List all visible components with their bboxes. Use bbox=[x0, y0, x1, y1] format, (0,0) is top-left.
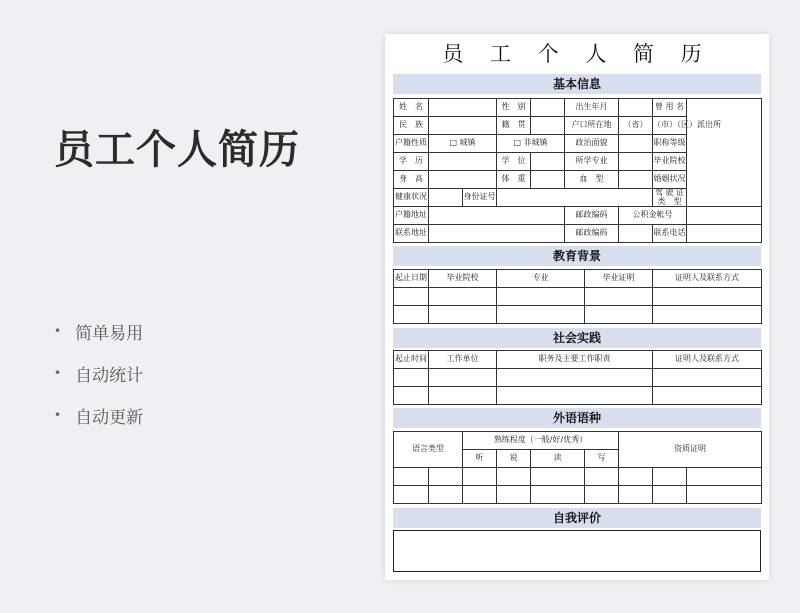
table-row bbox=[394, 468, 762, 486]
label-ethnicity: 民 族 bbox=[394, 117, 429, 135]
field-contact-addr[interactable] bbox=[429, 225, 565, 243]
lang-cert-header: 资质证明 bbox=[619, 432, 762, 468]
label-marriage: 婚姻状况 bbox=[653, 171, 687, 189]
label-title: 职称等级 bbox=[653, 135, 687, 153]
label-city-district bbox=[653, 117, 721, 135]
bullet-icon: • bbox=[54, 408, 62, 422]
cell[interactable] bbox=[394, 369, 429, 387]
cell[interactable] bbox=[394, 306, 429, 324]
label-used-name: 曾 用 名 bbox=[653, 99, 687, 117]
label-birth: 出生年月 bbox=[565, 99, 619, 117]
field-postcode[interactable] bbox=[619, 225, 653, 243]
cell[interactable] bbox=[429, 387, 497, 405]
cell[interactable] bbox=[429, 486, 463, 504]
cell[interactable] bbox=[687, 468, 762, 486]
label-xuewei: 学 位 bbox=[497, 153, 531, 171]
label-hukou-addr: 户籍地址 bbox=[394, 207, 429, 225]
edu-header: 毕业证明 bbox=[585, 270, 653, 288]
cell[interactable] bbox=[653, 387, 762, 405]
label-health: 健康状况 bbox=[394, 189, 429, 207]
label-phone: 联系电话 bbox=[653, 225, 687, 243]
field-ethnicity[interactable] bbox=[429, 117, 497, 135]
field-xuewei[interactable] bbox=[531, 153, 565, 171]
field-blood[interactable] bbox=[619, 171, 653, 189]
field-birth[interactable] bbox=[619, 99, 653, 117]
lang-speak-header: 说 bbox=[497, 450, 531, 468]
cell[interactable] bbox=[531, 468, 585, 486]
label-gender: 性 别 bbox=[497, 99, 531, 117]
cell[interactable] bbox=[653, 306, 762, 324]
section-social: 社会实践 bbox=[393, 328, 761, 348]
lang-type-header: 语言类型 bbox=[394, 432, 463, 468]
label-city: （市） bbox=[653, 120, 677, 130]
page-title: 员工个人简历 bbox=[54, 127, 300, 173]
section-basic-info: 基本信息 bbox=[393, 74, 761, 94]
label-weight: 体 重 bbox=[497, 171, 531, 189]
lang-level-header: 熟练程度（一般/好/优秀） bbox=[463, 432, 619, 450]
feature-item bbox=[54, 394, 143, 436]
cell[interactable] bbox=[585, 486, 619, 504]
field-name[interactable] bbox=[429, 99, 497, 117]
label-name: 姓 名 bbox=[394, 99, 429, 117]
label-hukou-type: 户籍性质 bbox=[394, 135, 429, 153]
resume-sheet bbox=[385, 34, 769, 580]
table-row bbox=[394, 387, 762, 405]
language-table bbox=[393, 431, 762, 504]
label-id: 身份证号 bbox=[463, 189, 497, 207]
label-contact-addr: 联系地址 bbox=[394, 225, 429, 243]
label-blood: 血 型 bbox=[565, 171, 619, 189]
label-degree: 学 历 bbox=[394, 153, 429, 171]
section-education: 教育背景 bbox=[393, 246, 761, 266]
table-row bbox=[394, 288, 762, 306]
cell[interactable] bbox=[429, 468, 463, 486]
label-postcode: 邮政编码 bbox=[565, 207, 619, 225]
self-eval-box[interactable] bbox=[393, 530, 761, 572]
cell[interactable] bbox=[531, 486, 585, 504]
label-postcode-2: 邮政编码 bbox=[565, 225, 619, 243]
cell[interactable] bbox=[653, 288, 762, 306]
cell[interactable] bbox=[497, 387, 653, 405]
field-fund[interactable] bbox=[687, 207, 762, 225]
social-header: 职务及主要工作职责 bbox=[497, 351, 653, 369]
label-hukou-loc: 户口所在地 bbox=[565, 117, 619, 135]
field-health[interactable] bbox=[429, 189, 463, 207]
bullet-icon: • bbox=[54, 324, 62, 338]
social-header: 证明人及联系方式 bbox=[653, 351, 762, 369]
field-weight[interactable] bbox=[531, 171, 565, 189]
resume-title: 员 工 个 人 简 历 bbox=[442, 42, 712, 66]
feature-item bbox=[54, 310, 143, 352]
label-province: （省） bbox=[619, 117, 653, 135]
social-header: 起止时间 bbox=[394, 351, 429, 369]
label-politics: 政治面貌 bbox=[565, 135, 619, 153]
field-politics[interactable] bbox=[619, 135, 653, 153]
cell[interactable] bbox=[619, 486, 653, 504]
lang-write-header: 写 bbox=[585, 450, 619, 468]
field-hukou-addr[interactable] bbox=[429, 207, 565, 225]
field-native[interactable] bbox=[531, 117, 565, 135]
cell[interactable] bbox=[394, 387, 429, 405]
label-license: 驾 驶 证 类 型 bbox=[653, 189, 687, 207]
label-district: （区）派出所 bbox=[677, 120, 721, 130]
label-fund: 公积金帐号 bbox=[619, 207, 687, 225]
social-table bbox=[393, 350, 762, 405]
cell[interactable] bbox=[585, 306, 653, 324]
cell[interactable] bbox=[619, 468, 653, 486]
field-id[interactable] bbox=[497, 189, 653, 207]
bullet-icon: • bbox=[54, 366, 62, 380]
cell[interactable] bbox=[429, 369, 497, 387]
label-native: 籍 贯 bbox=[497, 117, 531, 135]
feature-list bbox=[54, 310, 143, 436]
checkbox-rural[interactable]: □ 非城镇 bbox=[497, 135, 565, 153]
table-row bbox=[394, 486, 762, 504]
checkbox-urban[interactable]: □ 城镇 bbox=[429, 135, 497, 153]
field-degree[interactable] bbox=[429, 153, 497, 171]
table-row bbox=[394, 306, 762, 324]
education-table bbox=[393, 269, 762, 324]
photo-box[interactable] bbox=[687, 99, 762, 207]
cell[interactable] bbox=[497, 486, 531, 504]
cell[interactable] bbox=[463, 468, 497, 486]
feature-label: 简单易用 bbox=[75, 323, 144, 344]
field-phone[interactable] bbox=[687, 225, 762, 243]
edu-header: 毕业院校 bbox=[429, 270, 497, 288]
edu-header: 证明人及联系方式 bbox=[653, 270, 762, 288]
lang-read-header: 读 bbox=[531, 450, 585, 468]
cell[interactable] bbox=[394, 486, 429, 504]
cell[interactable] bbox=[394, 468, 429, 486]
label-school: 毕业院校 bbox=[653, 153, 687, 171]
field-major[interactable] bbox=[619, 153, 653, 171]
section-self-eval: 自我评价 bbox=[393, 508, 761, 528]
feature-item bbox=[54, 352, 143, 394]
label-major: 所学专业 bbox=[565, 153, 619, 171]
feature-label: 自动统计 bbox=[75, 365, 144, 386]
cell[interactable] bbox=[394, 288, 429, 306]
cell[interactable] bbox=[585, 468, 619, 486]
cell[interactable] bbox=[653, 486, 687, 504]
section-language: 外语语种 bbox=[393, 408, 761, 428]
cell[interactable] bbox=[497, 288, 585, 306]
cell[interactable] bbox=[429, 288, 497, 306]
label-height: 身 高 bbox=[394, 171, 429, 189]
field-gender[interactable] bbox=[531, 99, 565, 117]
cell[interactable] bbox=[497, 306, 585, 324]
cell[interactable] bbox=[687, 486, 762, 504]
cell[interactable] bbox=[497, 468, 531, 486]
edu-header: 专业 bbox=[497, 270, 585, 288]
cell[interactable] bbox=[429, 306, 497, 324]
cell[interactable] bbox=[497, 369, 653, 387]
field-height[interactable] bbox=[429, 171, 497, 189]
basic-info-table bbox=[393, 98, 762, 243]
table-row bbox=[394, 369, 762, 387]
edu-header: 起止日期 bbox=[394, 270, 429, 288]
cell[interactable] bbox=[653, 369, 762, 387]
cell[interactable] bbox=[585, 288, 653, 306]
social-header: 工作单位 bbox=[429, 351, 497, 369]
lang-listen-header: 听 bbox=[463, 450, 497, 468]
cell[interactable] bbox=[463, 486, 497, 504]
feature-label: 自动更新 bbox=[75, 407, 144, 428]
cell[interactable] bbox=[653, 468, 687, 486]
